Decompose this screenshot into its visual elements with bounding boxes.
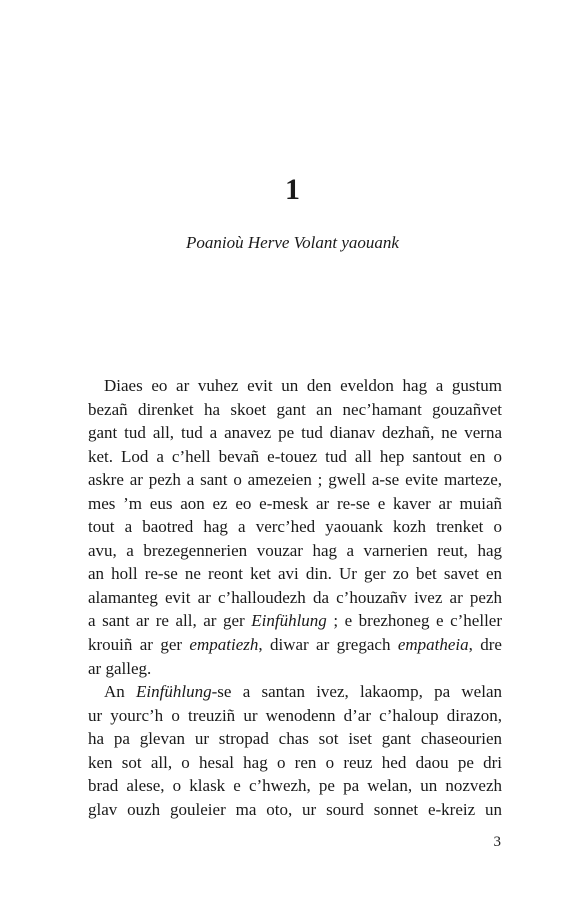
text-span: glav ouzh gouleier ma oto, ur sourd sonnet e-kreiz un <box>88 799 502 819</box>
text-line <box>88 633 502 657</box>
text-line <box>88 774 502 798</box>
text-line <box>88 609 502 633</box>
text-span: ha pa glevan ur stropad chas sot iset gant chaseourien <box>88 729 502 749</box>
text-line <box>88 445 502 469</box>
italic-term: Einfühlung <box>136 682 212 702</box>
text-line <box>88 421 502 445</box>
italic-term: empatheia <box>397 635 469 655</box>
text-span: , diwar ar gregach <box>258 635 398 655</box>
text-line <box>88 515 502 539</box>
text-span: ken sot all, o hesal hag o ren o reuz hed daou pe dri <box>88 752 502 772</box>
chapter-number: 1 <box>285 173 300 206</box>
text-span: alamanteg evit ar c’halloudezh da c’houzañv ivez ar pezh <box>88 587 502 607</box>
text-line <box>88 586 502 610</box>
text-line <box>88 727 502 751</box>
text-span: , dre <box>468 635 502 655</box>
text-line <box>88 798 502 822</box>
chapter-title: Poanioù Herve Volant yaouank <box>186 233 399 252</box>
text-span: bezañ direnket ha skoet gant an nec’hamant gouzañvet <box>88 399 502 419</box>
text-line <box>88 539 502 563</box>
text-span: mes ’m eus aon ez eo e-mesk ar re-se e kaver ar muiañ <box>88 493 502 513</box>
text-line <box>88 492 502 516</box>
text-line <box>88 468 502 492</box>
text-span: Diaes eo ar vuhez evit un den eveldon hag a gustum <box>104 376 502 395</box>
text-span: an holl re-se ne reont ket avi din. Ur ger zo bet savet en <box>88 564 502 584</box>
text-span: An <box>104 682 137 702</box>
body-text <box>88 374 502 821</box>
text-span: askre ar pezh a sant o amezeien ; gwell a-se evite marteze, <box>88 470 502 490</box>
text-line <box>88 704 502 728</box>
text-span: ket. Lod a c’hell bevañ e-touez tud all hep santout en o <box>88 446 502 466</box>
text-span: a sant ar re all, ar ger <box>88 611 252 631</box>
text-line <box>88 562 502 586</box>
text-line <box>88 374 502 398</box>
page-number: 3 <box>493 834 501 850</box>
text-span: ur yourc’h o treuziñ ur wenodenn d’ar c’haloup dirazon, <box>88 705 502 725</box>
text-span: krouiñ ar ger <box>88 635 190 655</box>
italic-term: Einfühlung <box>251 611 327 631</box>
text-span: ar galleg. <box>88 658 152 678</box>
text-span: -se a santan ivez, lakaomp, pa welan <box>211 682 502 702</box>
italic-term: empatiezh <box>189 635 259 655</box>
text-span: gant tud all, tud a anavez pe tud dianav dezhañ, ne verna <box>88 423 502 443</box>
text-line <box>88 657 502 681</box>
text-span: avu, a brezegennerien vouzar hag a varnerien reut, hag <box>88 540 502 560</box>
text-line <box>88 398 502 422</box>
text-span: ; e brezhoneg e c’heller <box>326 611 502 631</box>
text-line <box>88 680 502 704</box>
text-line <box>88 751 502 775</box>
text-span: brad alese, o klask e c’hwezh, pe pa welan, un nozvezh <box>88 776 502 796</box>
text-span: tout a baotred hag a verc’hed yaouank kozh trenket o <box>88 517 502 537</box>
